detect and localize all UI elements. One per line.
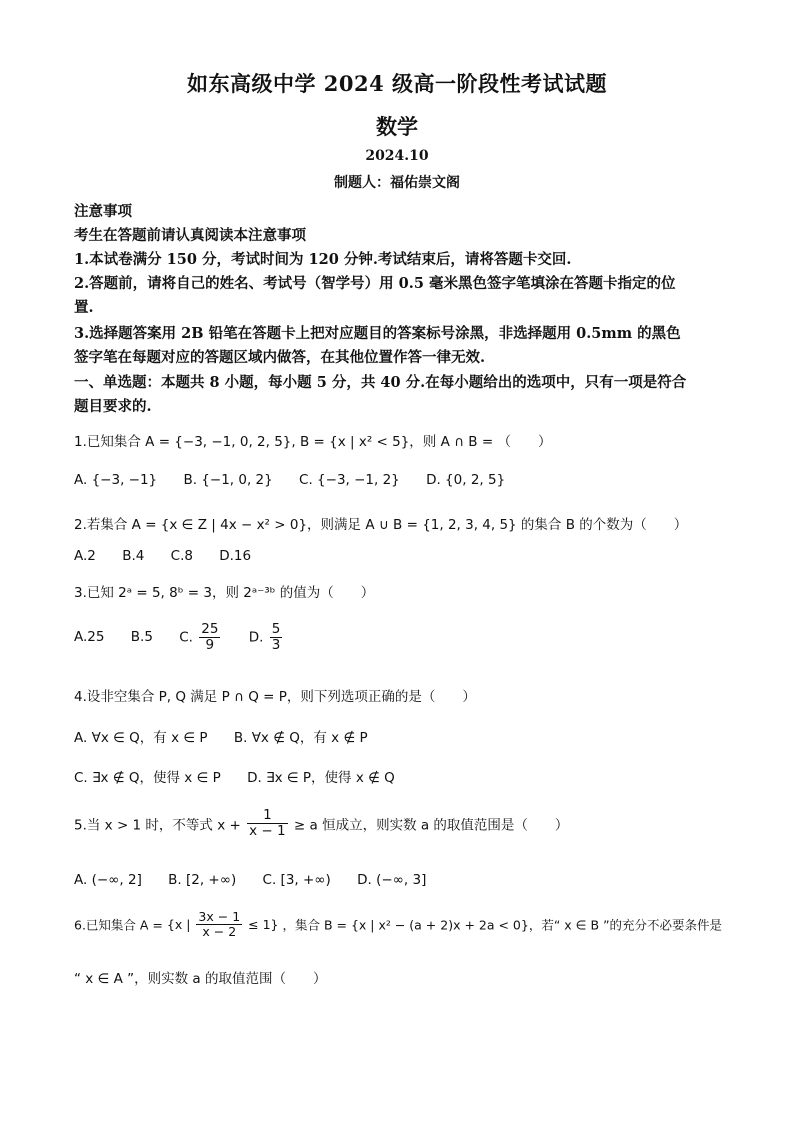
question-3-stem: 3.已知 2ᵃ = 5, 8ᵇ = 3，则 2ᵃ⁻³ᵇ 的值为（ ） xyxy=(74,585,375,601)
fraction-numerator: 1 xyxy=(247,808,287,824)
question-3-option-b: B.5 xyxy=(130,629,153,646)
fraction-numerator: 3x − 1 xyxy=(198,909,241,924)
question-4-options-row-2 xyxy=(74,766,734,786)
question-4-option-d: D. ∃x ∈ P，使得 x ∉ Q xyxy=(247,770,395,786)
question-4-option-b: B. ∀x ∉ Q，有 x ∉ P xyxy=(233,730,368,746)
question-2-options xyxy=(74,548,734,564)
exam-author: 制题人：福佑崇文阁 xyxy=(334,175,460,191)
question-1-option-c: C. {−3, −1, 2} xyxy=(299,472,400,488)
notice-item-1: 1.本试卷满分 150 分，考试时间为 120 分钟.考试结束后，请将答题卡交回. xyxy=(74,251,572,268)
question-5-stem-after: ≥ a 恒成立，则实数 a 的取值范围是（ ） xyxy=(293,817,569,834)
notice-item-2-line-2: 置. xyxy=(74,299,94,316)
fraction-denominator: x − 1 xyxy=(249,822,286,839)
question-5-stem-before: 5.当 x > 1 时，不等式 x + xyxy=(74,817,241,834)
question-4-options-row-1 xyxy=(74,726,734,746)
notice-intro: 考生在答题前请认真阅读本注意事项 xyxy=(74,227,306,244)
question-5-stem xyxy=(74,808,734,839)
question-2-option-b: B.4 xyxy=(122,548,145,564)
notice-heading: 注意事项 xyxy=(74,203,132,220)
question-3-option-c-label: C. xyxy=(179,629,193,646)
question-6-set-right: ≤ 1} xyxy=(248,916,279,932)
question-6-stem-after: ，集合 B = {x | x² − (a + 2)x + 2a < 0}，若“ x ∈ B ”的充分不必要条件是 xyxy=(282,917,723,933)
question-3-option-c xyxy=(179,622,222,653)
fraction-denominator: 9 xyxy=(205,636,215,653)
question-4-option-c: C. ∃x ∉ Q，使得 x ∈ P xyxy=(74,770,221,786)
question-6-set-left: {x | xyxy=(166,916,191,932)
question-3-option-a: A.25 xyxy=(74,629,105,646)
question-6-stem xyxy=(74,910,734,939)
question-3-option-d-label: D. xyxy=(248,629,264,646)
question-4-option-a: A. ∀x ∈ Q，有 x ∈ P xyxy=(74,730,208,746)
question-1-option-b: B. {−1, 0, 2} xyxy=(183,472,273,488)
section-1-line-1: 一、单选题：本题共 8 小题，每小题 5 分，共 40 分.在每小题给出的选项中，只有一项是符合 xyxy=(74,374,687,391)
fraction-numerator: 25 xyxy=(201,621,219,637)
notice-item-3-line-2: 签字笔在每题对应的答题区域内做答，在其他位置作答一律无效. xyxy=(74,349,486,366)
exam-subject: 数学 xyxy=(376,114,418,139)
exam-title: 如东高级中学 2024 级高一阶段性考试试题 xyxy=(186,71,608,96)
fraction-numerator: 5 xyxy=(271,621,281,637)
notice-item-2-line-1: 2.答题前，请将自己的姓名、考试号（智学号）用 0.5 毫米黑色签字笔填涂在答题卡指定的位 xyxy=(74,275,676,292)
question-3-option-d xyxy=(249,622,285,653)
question-6-stem-line-2: “ x ∈ A ”，则实数 a 的取值范围（ ） xyxy=(74,971,327,987)
question-5-option-a: A. (−∞, 2] xyxy=(74,872,142,888)
question-5-options xyxy=(74,872,734,888)
question-6-stem-before: 6.已知集合 A = xyxy=(74,917,163,933)
question-5-option-b: B. [2, +∞) xyxy=(168,872,237,888)
question-2-option-d: D.16 xyxy=(219,548,252,564)
question-1-option-a: A. {−3, −1} xyxy=(74,472,158,488)
question-5-option-d: D. (−∞, 3] xyxy=(357,872,427,888)
question-2-option-a: A.2 xyxy=(74,548,96,564)
question-4-stem: 4.设非空集合 P, Q 满足 P ∩ Q = P，则下列选项正确的是（ ） xyxy=(74,689,476,705)
question-1-option-d: D. {0, 2, 5} xyxy=(426,472,506,488)
question-6-fraction xyxy=(196,910,242,939)
section-1-line-2: 题目要求的. xyxy=(74,398,152,415)
question-3-options xyxy=(74,622,734,653)
question-2-option-c: C.8 xyxy=(170,548,193,564)
question-1-stem: 1.已知集合 A = {−3, −1, 0, 2, 5}, B = {x | x² < 5}，则 A ∩ B = （ ） xyxy=(74,434,552,450)
fraction-denominator: x − 2 xyxy=(202,923,237,939)
question-5-fraction xyxy=(247,808,287,839)
question-5-option-c: C. [3, +∞) xyxy=(262,872,331,888)
exam-date: 2024.10 xyxy=(365,148,429,164)
question-3-option-c-fraction xyxy=(199,622,220,653)
notice-item-3-line-1: 3.选择题答案用 2B 铅笔在答题卡上把对应题目的答案标号涂黑，非选择题用 0.5mm 的黑色 xyxy=(74,325,681,342)
fraction-denominator: 3 xyxy=(271,636,281,653)
question-2-stem: 2.若集合 A = {x ∈ Z | 4x − x² > 0}，则满足 A ∪ B = {1, 2, 3, 4, 5} 的集合 B 的个数为（ ） xyxy=(74,517,688,533)
question-1-options xyxy=(74,472,734,488)
question-3-option-d-fraction xyxy=(270,622,283,653)
